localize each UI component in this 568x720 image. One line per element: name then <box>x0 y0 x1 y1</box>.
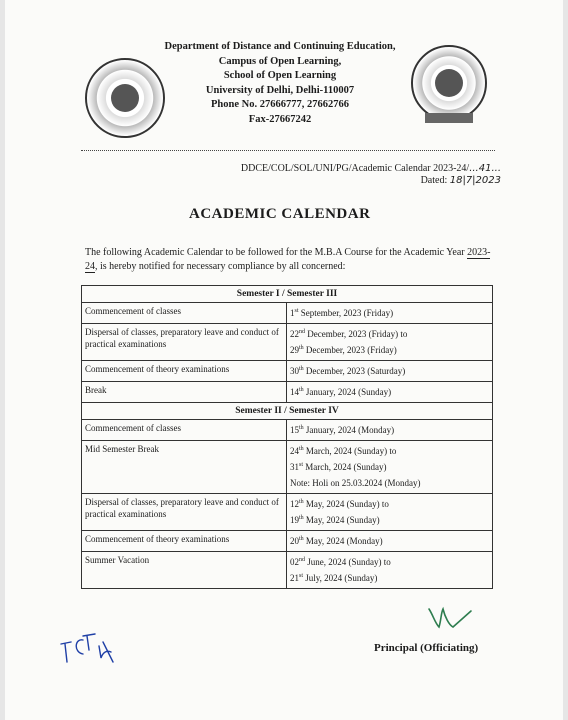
intro-text: The following Academic Calendar to be followed for the M.B.A Course for the Academic Year <box>85 247 468 258</box>
table-row <box>82 303 493 324</box>
event-cell: Commencement of classes <box>82 303 287 324</box>
dated-label: Dated: <box>420 175 450 186</box>
calendar-table <box>81 285 493 589</box>
letterhead-line: Campus of Open Learning, <box>218 55 342 67</box>
letterhead <box>155 40 405 127</box>
letterhead-divider <box>81 150 495 151</box>
date-line: 15th January, 2024 (Monday) <box>290 425 395 435</box>
intro-year: 2023-24 <box>85 247 491 272</box>
table-row <box>82 420 493 441</box>
event-cell: Dispersal of classes, preparatory leave and conduct of practical examinations <box>82 324 287 361</box>
date-note: Note: Holi on 25.03.2024 (Monday) <box>290 478 421 488</box>
reference-block <box>211 163 501 187</box>
date-line: 14th January, 2024 (Sunday) <box>290 387 392 397</box>
date-line: 21st July, 2024 (Sunday) <box>290 573 378 583</box>
date-cell <box>287 441 493 494</box>
intro-text-end: , is hereby notified for necessary compliance by all concerned: <box>95 261 346 272</box>
date-cell <box>287 552 493 589</box>
date-cell <box>287 324 493 361</box>
principal-signature <box>425 603 473 633</box>
table-row <box>82 441 493 494</box>
table-row <box>82 552 493 589</box>
reference-date <box>211 175 501 187</box>
date-line: 31st March, 2024 (Sunday) <box>290 462 387 472</box>
date-line: 24th March, 2024 (Sunday) to <box>290 446 397 456</box>
semester-1-heading: Semester I / Semester III <box>82 286 493 303</box>
date-line: 02nd June, 2024 (Sunday) to <box>290 557 391 567</box>
reference-number-handwritten: ...41... <box>469 163 501 174</box>
event-cell: Break <box>82 382 287 403</box>
table-row <box>82 324 493 361</box>
document-title: ACADEMIC CALENDAR <box>189 206 371 222</box>
table-row <box>82 531 493 552</box>
date-cell <box>287 361 493 382</box>
event-cell: Mid Semester Break <box>82 441 287 494</box>
letterhead-line: Phone No. 27666777, 27662766 <box>211 99 349 110</box>
event-cell: Commencement of theory examinations <box>82 531 287 552</box>
reference-number-text: DDCE/COL/SOL/UNI/PG/Academic Calendar 2023-24/ <box>240 163 470 174</box>
letterhead-line: Fax-27667242 <box>248 113 312 125</box>
date-line: 12th May, 2024 (Sunday) to <box>290 499 389 509</box>
date-line: 20th May, 2024 (Monday) <box>290 536 383 546</box>
table-row <box>82 494 493 531</box>
university-seal-right <box>411 45 487 121</box>
date-line: 19th May, 2024 (Sunday) <box>290 515 380 525</box>
letterhead-line: School of Open Learning <box>223 70 337 81</box>
date-line: 29th December, 2023 (Friday) <box>290 345 397 355</box>
event-cell: Commencement of classes <box>82 420 287 441</box>
signatory-title: Principal (Officiating) <box>374 642 479 654</box>
event-cell: Summer Vacation <box>82 552 287 589</box>
event-cell: Commencement of theory examinations <box>82 361 287 382</box>
table-row <box>82 382 493 403</box>
date-cell <box>287 494 493 531</box>
handwritten-initials <box>57 622 121 666</box>
university-seal-left <box>85 58 165 138</box>
intro-paragraph <box>85 246 499 274</box>
semester-heading-row <box>82 403 493 420</box>
date-cell <box>287 303 493 324</box>
date-line: 1st September, 2023 (Friday) <box>290 308 394 318</box>
event-cell: Dispersal of classes, preparatory leave and conduct of practical examinations <box>82 494 287 531</box>
dated-handwritten: 18|7|2023 <box>449 175 501 186</box>
date-line: 22nd December, 2023 (Friday) to <box>290 329 408 339</box>
date-cell <box>287 531 493 552</box>
date-line: 30th December, 2023 (Saturday) <box>290 366 406 376</box>
date-cell <box>287 382 493 403</box>
table-row <box>82 361 493 382</box>
reference-number <box>211 163 501 175</box>
semester-2-heading: Semester II / Semester IV <box>82 403 493 420</box>
letterhead-line: Department of Distance and Continuing Education, <box>164 41 396 52</box>
letterhead-line: University of Delhi, Delhi-110007 <box>205 84 355 96</box>
semester-heading-row <box>82 286 493 303</box>
date-cell <box>287 420 493 441</box>
